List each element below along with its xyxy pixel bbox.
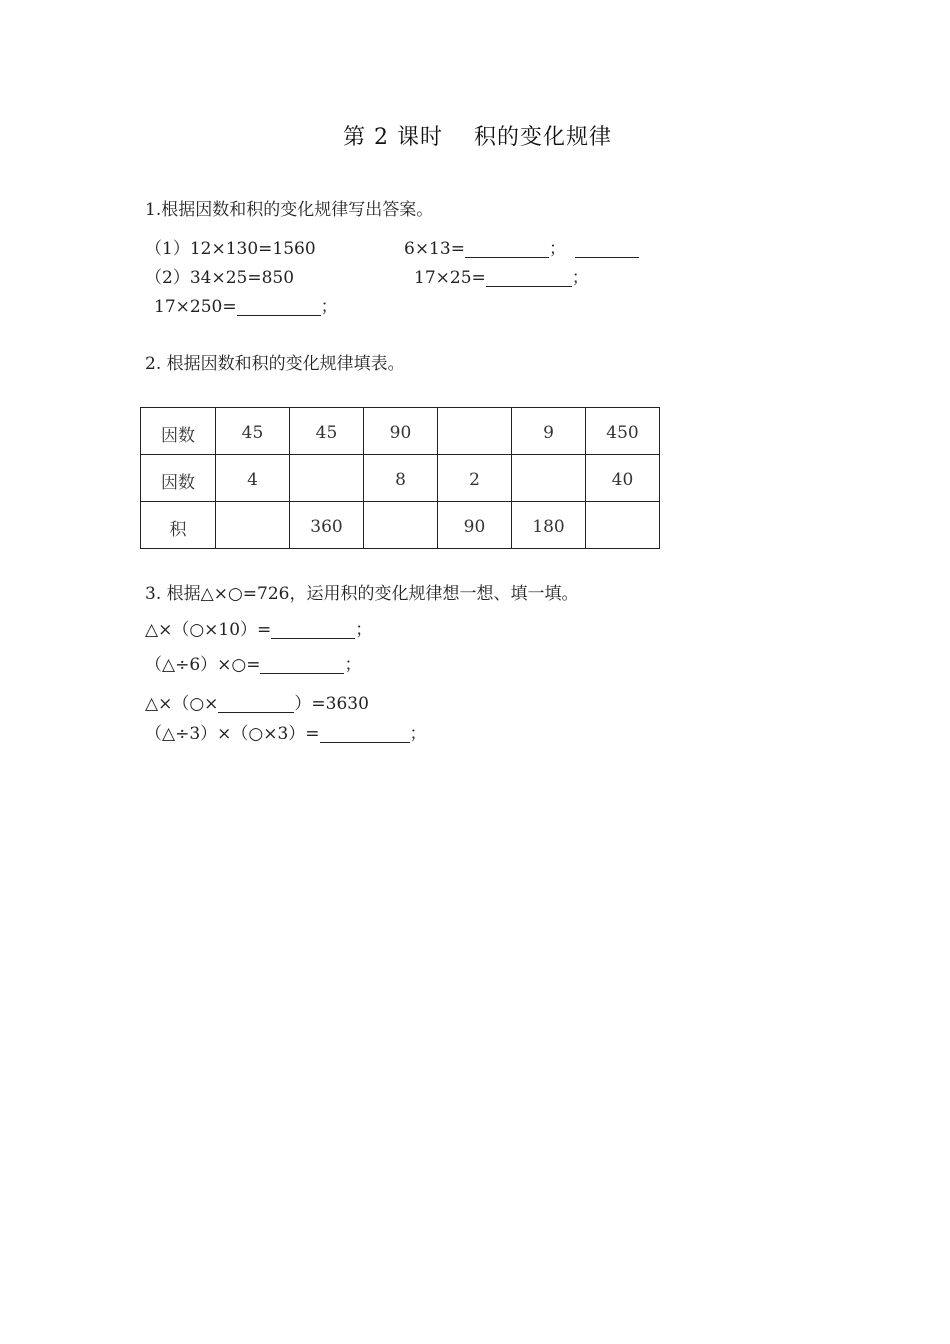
table-cell[interactable]: 180 — [512, 502, 586, 549]
q1-separator: ； — [571, 268, 589, 288]
q1-answer-blank-2-wrap — [575, 241, 639, 258]
table-cell[interactable]: 8 — [364, 455, 438, 502]
q1-answer-blank-1[interactable] — [465, 241, 549, 258]
q3-line1-expression: △×（○×10）= — [145, 620, 272, 640]
table-cell[interactable]: 90 — [438, 502, 512, 549]
q3-answer-blank-1[interactable] — [271, 622, 355, 639]
q3-line4-expression: （△÷3）×（○×3）= — [145, 724, 320, 744]
table-cell[interactable]: 4 — [216, 455, 290, 502]
q1-separator: ； — [548, 239, 566, 259]
table-row — [141, 502, 660, 549]
q1-line1-problem — [404, 241, 566, 258]
page-title: 积的变化规律 — [474, 125, 613, 150]
q1-line3-problem — [154, 299, 338, 316]
table-cell[interactable] — [512, 455, 586, 502]
table-cell[interactable] — [290, 455, 364, 502]
q1-separator: ； — [320, 297, 338, 317]
table-cell[interactable]: 90 — [364, 408, 438, 455]
table-cell[interactable]: 45 — [290, 408, 364, 455]
q3-line3-suffix: ）=3630 — [294, 694, 369, 714]
q2-heading: 2. 根据因数和积的变化规律填表。 — [145, 354, 405, 374]
q1-line2-given: （2）34×25=850 — [145, 268, 295, 288]
q1-line1-expression: 6×13= — [404, 239, 465, 259]
q3-line1 — [145, 622, 372, 639]
q1-answer-blank-2[interactable] — [575, 241, 639, 258]
q1-line1-given: （1）12×130=1560 — [145, 239, 316, 259]
q1-heading: 1.根据因数和积的变化规律写出答案。 — [145, 200, 434, 220]
row-label: 积 — [141, 502, 216, 549]
q1-answer-blank-3[interactable] — [486, 270, 572, 287]
table-row — [141, 455, 660, 502]
row-label: 因数 — [141, 455, 216, 502]
q3-line4 — [145, 726, 427, 743]
table-cell[interactable]: 2 — [438, 455, 512, 502]
row-label: 因数 — [141, 408, 216, 455]
table-cell[interactable]: 9 — [512, 408, 586, 455]
q3-separator: ； — [409, 724, 427, 744]
q3-line2-expression: （△÷6）×○= — [145, 655, 261, 675]
q3-line3-prefix: △×（○× — [145, 694, 219, 714]
q3-separator: ； — [344, 655, 362, 675]
q1-answer-blank-4[interactable] — [237, 299, 321, 316]
q1-line2-problem — [414, 270, 589, 287]
table-cell[interactable] — [586, 502, 660, 549]
q3-heading: 3. 根据△×○=726，运用积的变化规律想一想、填一填。 — [145, 584, 579, 604]
q3-separator: ； — [355, 620, 373, 640]
table-cell[interactable] — [216, 502, 290, 549]
q1-line3-expression: 17×250= — [154, 297, 237, 317]
q3-answer-blank-4[interactable] — [320, 726, 410, 743]
lesson-label: 第 2 课时 — [343, 125, 443, 150]
q1-line2-expression: 17×25= — [414, 268, 486, 288]
table-cell[interactable]: 40 — [586, 455, 660, 502]
q3-answer-blank-3[interactable] — [218, 696, 294, 713]
table-cell[interactable]: 360 — [290, 502, 364, 549]
table-cell[interactable]: 45 — [216, 408, 290, 455]
table-cell[interactable] — [364, 502, 438, 549]
q3-line3 — [145, 696, 369, 713]
factor-product-table — [140, 407, 660, 549]
table-cell[interactable] — [438, 408, 512, 455]
q3-line2 — [145, 657, 361, 674]
q3-answer-blank-2[interactable] — [260, 657, 344, 674]
table-cell[interactable]: 450 — [586, 408, 660, 455]
table-row — [141, 408, 660, 455]
